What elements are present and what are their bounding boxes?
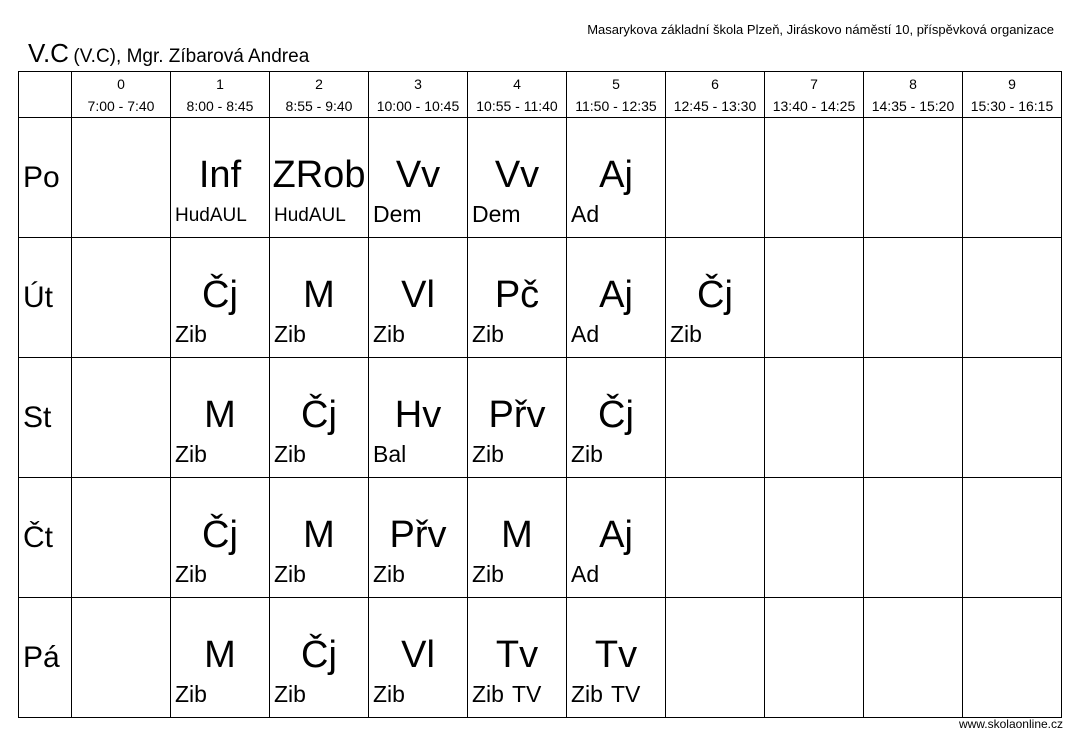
- lesson-cell: [171, 118, 270, 238]
- lesson-subject: M: [204, 634, 236, 676]
- empty-cell: [666, 598, 765, 718]
- lesson-info: [571, 201, 599, 227]
- period-header: 7 13:40 - 14:25: [765, 72, 864, 118]
- lesson-cell: [369, 358, 468, 478]
- lesson-teacher: Zib: [472, 681, 504, 707]
- lesson-info: [373, 441, 406, 467]
- lesson-teacher: Zib: [472, 321, 504, 347]
- lesson-subject: Tv: [594, 634, 638, 676]
- lesson-info: [274, 561, 306, 587]
- lesson-subject: Čj: [598, 394, 634, 436]
- lesson-info: [472, 441, 504, 467]
- lesson-teacher: Ad: [571, 561, 600, 587]
- lesson-cell: [567, 478, 666, 598]
- lesson-info: [571, 681, 640, 707]
- lesson-teacher: Zib: [175, 681, 207, 707]
- lesson-info: [571, 561, 599, 587]
- empty-cell: [765, 598, 864, 718]
- lesson-teacher: Zib: [571, 441, 603, 467]
- lesson-teacher: Zib: [274, 321, 306, 347]
- day-row: [19, 598, 1062, 718]
- lesson-subject: M: [303, 274, 335, 316]
- lesson-subject: Čj: [301, 394, 337, 436]
- empty-cell: [72, 598, 171, 718]
- lesson-subject: Čj: [202, 274, 238, 316]
- lesson-cell: [369, 478, 468, 598]
- lesson-cell: [567, 238, 666, 358]
- empty-cell: [864, 118, 963, 238]
- lesson-info: [472, 561, 504, 587]
- class-name: V.C: [28, 38, 69, 68]
- lesson-subject: Aj: [599, 514, 633, 556]
- lesson-subject: Přv: [488, 394, 546, 436]
- period-header: 2 8:55 - 9:40: [270, 72, 369, 118]
- empty-cell: [765, 238, 864, 358]
- lesson-info: [175, 321, 207, 347]
- lesson-subject: Tv: [495, 634, 539, 676]
- lesson-teacher: Ad: [571, 201, 600, 227]
- day-label: Po: [19, 118, 72, 238]
- lesson-info: [373, 681, 405, 707]
- lesson-info: [571, 441, 603, 467]
- lesson-subject: Čj: [202, 514, 238, 556]
- empty-cell: [963, 478, 1062, 598]
- lesson-cell: [666, 238, 765, 358]
- lesson-cell: [468, 358, 567, 478]
- day-label: Čt: [19, 478, 72, 598]
- lesson-teacher: HudAUL: [175, 205, 247, 226]
- lesson-subject: Aj: [599, 154, 633, 196]
- lesson-info: [373, 561, 405, 587]
- lesson-info: [274, 203, 346, 229]
- empty-cell: [765, 118, 864, 238]
- period-header: 5 11:50 - 12:35: [567, 72, 666, 118]
- lesson-cell: [468, 118, 567, 238]
- period-header: 1 8:00 - 8:45: [171, 72, 270, 118]
- empty-cell: [72, 238, 171, 358]
- lesson-cell: [468, 478, 567, 598]
- timetable: [18, 71, 1062, 718]
- lesson-teacher: HudAUL: [274, 205, 346, 226]
- period-header: 0 7:00 - 7:40: [72, 72, 171, 118]
- lesson-subject: Vv: [395, 154, 441, 196]
- lesson-cell: [369, 238, 468, 358]
- lesson-teacher: Zib: [175, 321, 207, 347]
- timetable-title: [28, 38, 309, 69]
- lesson-cell: [468, 598, 567, 718]
- lesson-info: [373, 201, 422, 227]
- lesson-subject: Čj: [301, 634, 337, 676]
- lesson-info: [472, 201, 521, 227]
- lesson-info: [274, 441, 306, 467]
- lesson-cell: [468, 238, 567, 358]
- day-label: Út: [19, 238, 72, 358]
- lesson-info: [571, 321, 599, 347]
- lesson-info: [175, 561, 207, 587]
- lesson-info: [175, 441, 207, 467]
- day-row: [19, 118, 1062, 238]
- lesson-info: [472, 681, 541, 707]
- day-row: [19, 358, 1062, 478]
- period-header: 4 10:55 - 11:40: [468, 72, 567, 118]
- lesson-cell: [270, 238, 369, 358]
- day-row: [19, 478, 1062, 598]
- lesson-teacher: Zib: [274, 561, 306, 587]
- lesson-teacher: Zib: [274, 681, 306, 707]
- empty-cell: [72, 478, 171, 598]
- lesson-cell: [270, 598, 369, 718]
- empty-cell: [72, 358, 171, 478]
- lesson-cell: [171, 238, 270, 358]
- lesson-subject: ZRob: [272, 154, 366, 196]
- lesson-cell: [567, 358, 666, 478]
- lesson-teacher: Dem: [373, 201, 422, 227]
- lesson-cell: [369, 118, 468, 238]
- school-name: Masarykova základní škola Plzeň, Jiráskovo náměstí 10, příspěvková organizace: [587, 22, 1054, 37]
- lesson-subject: Vv: [494, 154, 540, 196]
- lesson-teacher: Zib: [571, 681, 603, 707]
- empty-cell: [963, 598, 1062, 718]
- lesson-cell: [369, 598, 468, 718]
- lesson-info: [373, 321, 405, 347]
- lesson-teacher: Zib: [373, 321, 405, 347]
- empty-cell: [864, 238, 963, 358]
- empty-cell: [765, 358, 864, 478]
- lesson-subject: Vl: [401, 274, 435, 316]
- lesson-room: TV: [610, 681, 641, 707]
- empty-cell: [963, 358, 1062, 478]
- empty-cell: [666, 118, 765, 238]
- lesson-info: [175, 203, 247, 229]
- lesson-teacher: Zib: [175, 441, 207, 467]
- lesson-room: TV: [511, 681, 542, 707]
- day-label: Pá: [19, 598, 72, 718]
- class-detail: (V.C), Mgr. Zíbarová Andrea: [73, 46, 310, 67]
- period-header: 6 12:45 - 13:30: [666, 72, 765, 118]
- lesson-subject: M: [303, 514, 335, 556]
- lesson-teacher: Zib: [472, 441, 504, 467]
- lesson-info: [274, 681, 306, 707]
- lesson-teacher: Zib: [472, 561, 504, 587]
- day-row: [19, 238, 1062, 358]
- lesson-subject: Hv: [394, 394, 442, 436]
- lesson-info: [274, 321, 306, 347]
- lesson-cell: [171, 478, 270, 598]
- lesson-cell: [567, 118, 666, 238]
- period-header-row: [19, 72, 1062, 118]
- period-header: 9 15:30 - 16:15: [963, 72, 1062, 118]
- lesson-cell: [270, 358, 369, 478]
- lesson-teacher: Zib: [373, 561, 405, 587]
- lesson-cell: [171, 358, 270, 478]
- lesson-info: [670, 321, 702, 347]
- lesson-subject: Inf: [198, 154, 242, 196]
- lesson-subject: Čj: [697, 274, 733, 316]
- empty-cell: [72, 118, 171, 238]
- lesson-subject: Aj: [599, 274, 633, 316]
- lesson-cell: [567, 598, 666, 718]
- lesson-subject: Pč: [494, 274, 540, 316]
- lesson-teacher: Dem: [472, 201, 521, 227]
- period-header: 3 10:00 - 10:45: [369, 72, 468, 118]
- empty-cell: [864, 598, 963, 718]
- lesson-teacher: Zib: [175, 561, 207, 587]
- empty-cell: [666, 358, 765, 478]
- empty-cell: [864, 478, 963, 598]
- lesson-subject: M: [501, 514, 533, 556]
- corner-cell: [19, 72, 72, 118]
- empty-cell: [963, 238, 1062, 358]
- lesson-teacher: Bal: [373, 441, 407, 467]
- lesson-teacher: Zib: [274, 441, 306, 467]
- lesson-cell: [270, 478, 369, 598]
- lesson-teacher: Zib: [373, 681, 405, 707]
- footer-website: www.skolaonline.cz: [958, 717, 1063, 731]
- lesson-cell: [171, 598, 270, 718]
- lesson-subject: Vl: [401, 634, 435, 676]
- empty-cell: [864, 358, 963, 478]
- lesson-teacher: Ad: [571, 321, 600, 347]
- lesson-info: [175, 681, 207, 707]
- empty-cell: [963, 118, 1062, 238]
- lesson-cell: [270, 118, 369, 238]
- lesson-subject: M: [204, 394, 236, 436]
- empty-cell: [666, 478, 765, 598]
- empty-cell: [765, 478, 864, 598]
- lesson-teacher: Zib: [670, 321, 702, 347]
- lesson-subject: Přv: [389, 514, 447, 556]
- day-label: St: [19, 358, 72, 478]
- lesson-info: [472, 321, 504, 347]
- period-header: 8 14:35 - 15:20: [864, 72, 963, 118]
